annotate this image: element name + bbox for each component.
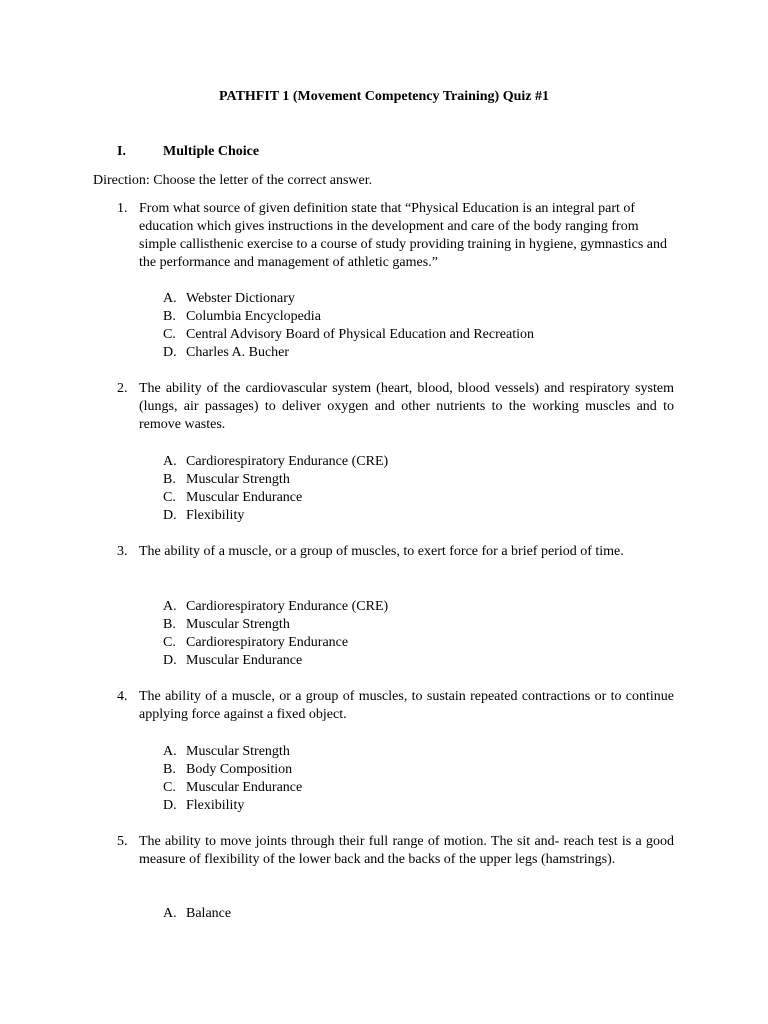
option-text: Charles A. Bucher [186,345,290,360]
section-heading [117,143,259,161]
option-text: Muscular Endurance [186,490,303,505]
question-5-options [163,905,231,923]
option-letter: B. [163,472,176,487]
option-item [163,743,302,761]
option-text: Body Composition [186,762,293,777]
question-text: The ability of the cardiovascular system (heart, blood, blood vessels) and respiratory system (lungs, air passages) to deliver oxygen and other nutrients to the working muscles and to remove wastes. [139,381,674,432]
option-text: Muscular Strength [186,472,290,487]
option-text: Muscular Endurance [186,653,303,668]
option-text: Muscular Endurance [186,780,303,795]
question-4-options [163,743,302,815]
option-item [163,905,231,923]
option-letter: A. [163,906,177,921]
option-text: Cardiorespiratory Endurance [186,635,349,650]
option-item [163,652,388,670]
option-letter: D. [163,345,177,360]
option-text: Flexibility [186,798,245,813]
question-number: 5. [117,834,128,849]
option-text: Cardiorespiratory Endurance (CRE) [186,454,389,469]
option-item [163,634,388,652]
option-item [163,471,388,489]
option-item [163,507,388,525]
direction-text: Direction: Choose the letter of the correct answer. [93,173,373,188]
option-text: Balance [186,906,232,921]
option-text: Webster Dictionary [186,291,295,306]
option-text: Columbia Encyclopedia [186,309,321,324]
option-letter: B. [163,309,176,324]
option-letter: D. [163,653,177,668]
option-item [163,598,388,616]
question-text: The ability of a muscle, or a group of muscles, to exert force for a brief period of time. [139,544,624,559]
option-item [163,616,388,634]
quiz-title: PATHFIT 1 (Movement Competency Training) Quiz #1 [218,89,549,104]
option-letter: A. [163,291,177,306]
question-3-options [163,598,388,670]
option-letter: A. [163,599,177,614]
option-item [163,797,302,815]
option-item [163,308,534,326]
option-letter: D. [163,798,177,813]
option-letter: D. [163,508,177,523]
option-letter: A. [163,744,177,759]
option-item [163,489,388,507]
section-title: Multiple Choice [163,144,260,159]
question-2 [117,380,674,434]
question-2-options [163,453,388,525]
option-letter: B. [163,617,176,632]
option-text: Muscular Strength [186,617,290,632]
question-text: The ability to move joints through their full range of motion. The sit and- reach test is a good measure of flexibility of the lower back and the backs of the upper legs (hamstrings). [139,834,674,867]
question-text: From what source of given definition state that “Physical Education is an integral part of education which gives instructions in the development and care of the body ranging from simple callisthenic exercise to a course of study providing training in hygiene, gymnastics and the performance and management of athletic games.” [139,201,667,270]
option-letter: C. [163,490,176,505]
option-item [163,290,534,308]
question-4 [117,688,674,724]
option-letter: C. [163,327,176,342]
question-number: 3. [117,544,128,559]
option-text: Muscular Strength [186,744,290,759]
option-letter: C. [163,635,176,650]
option-letter: A. [163,454,177,469]
question-number: 2. [117,381,128,396]
option-item [163,779,302,797]
question-1-options [163,290,534,362]
section-number: I. [117,144,126,159]
option-text: Cardiorespiratory Endurance (CRE) [186,599,389,614]
option-item [163,761,302,779]
question-number: 1. [117,201,128,216]
option-text: Flexibility [186,508,245,523]
option-letter: B. [163,762,176,777]
question-3 [117,543,674,561]
question-text: The ability of a muscle, or a group of muscles, to sustain repeated contractions or to continue applying force against a fixed object. [139,689,674,722]
option-text: Central Advisory Board of Physical Education and Recreation [186,327,534,342]
option-letter: C. [163,780,176,795]
option-item [163,326,534,344]
option-item [163,453,388,471]
option-item [163,344,534,362]
question-number: 4. [117,689,128,704]
question-5 [117,833,674,869]
question-1 [117,200,674,272]
